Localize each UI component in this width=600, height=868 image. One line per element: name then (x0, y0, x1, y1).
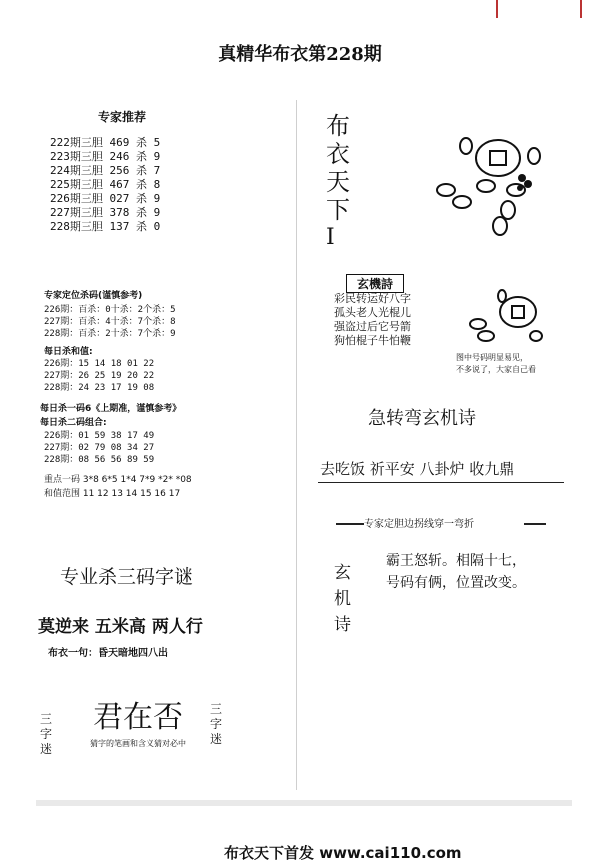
position-row: 226期：百杀：0十杀：2个杀：5 (44, 305, 176, 315)
one-code-line: 每日杀一码6《上期准，谨慎参考》 (40, 404, 182, 414)
buyi-line: 布衣一句：昏天暗地四八出 (48, 648, 168, 659)
expert-row: 224期三胆 256 杀 7 (50, 164, 161, 177)
xuanji-box: 玄機詩 (346, 274, 404, 293)
position-heading: 专家定位杀码(谨慎参考) (44, 291, 143, 301)
riddle-right-tag: 三字迷 (210, 702, 223, 746)
roman-one: I (326, 225, 335, 250)
turn-underline (318, 482, 564, 483)
riddle-center: 君在否 (93, 700, 183, 735)
poem2-line: 霸王怒斩。相隔十七， (386, 553, 526, 569)
hezhi-row: 228期：24 23 17 19 08 (44, 383, 155, 393)
coin-chain-illustration (426, 128, 556, 238)
hezhi-range: 和值范围 11 12 13 14 15 16 17 (44, 489, 181, 499)
two-code-row: 228期：08 56 56 89 59 (44, 455, 155, 465)
figure-note (456, 352, 536, 376)
expert-row: 223期三胆 246 杀 9 (50, 150, 161, 163)
buyi-vertical-text: 布衣天下 (326, 112, 350, 224)
expert-line-dash-left (336, 523, 364, 525)
hezhi-heading: 每日杀和值: (44, 347, 93, 357)
two-code-row: 227期：02 79 08 34 27 (44, 443, 155, 453)
poem-line: 狗怕棍子牛怕鞭 (334, 334, 411, 347)
footer: 布衣天下首发 www.cai110.com (224, 844, 462, 862)
hezhi-row: 226期：15 14 18 01 22 (44, 359, 155, 369)
turn-title: 急转弯玄机诗 (368, 408, 476, 429)
turn-line: 去吃饭 祈平安 八卦炉 收九鼎 (320, 460, 515, 478)
corner-mark (496, 0, 498, 18)
riddle-hint: 猜字的笔画和含义猜对必中 (90, 739, 186, 748)
position-row: 228期：百杀：2十杀：7个杀：9 (44, 329, 176, 339)
riddle-left-tag: 三字迷 (40, 712, 53, 756)
position-row: 227期：百杀：4十杀：7个杀：8 (44, 317, 176, 327)
xuanji-poem (334, 292, 411, 348)
corner-mark (580, 0, 582, 18)
expert-heading: 专家推荐 (98, 110, 147, 124)
expert-line-dash-right (524, 523, 546, 525)
note-line: 不多说了，大家自己看 (456, 365, 536, 374)
expert-list (50, 136, 160, 234)
poem-line: 孤头老人光棍儿 (334, 306, 411, 319)
expert-row: 222期三胆 469 杀 5 (50, 136, 161, 149)
expert-row: 228期三胆 137 杀 0 (50, 220, 161, 233)
two-code-heading: 每日杀二码组合: (40, 418, 107, 428)
position-list (44, 304, 176, 340)
key-points: 重点一码 3*8 6*5 1*4 7*9 *2* *08 (44, 475, 192, 485)
small-coin-illustration (460, 284, 560, 348)
poem2 (386, 550, 526, 594)
page-title: 真精华布衣第228期 (218, 44, 382, 65)
two-code-row: 226期：01 59 38 17 49 (44, 431, 155, 441)
riddle-heading: 专业杀三码字谜 (60, 566, 194, 588)
column-divider (296, 100, 297, 790)
poem2-line: 号码有俩，位置改变。 (386, 575, 526, 591)
expert-line: 专家定胆边拐线穿一弯折 (364, 519, 474, 530)
expert-row: 227期三胆 378 杀 9 (50, 206, 161, 219)
poem-line: 强盗过后它号箭 (334, 320, 411, 333)
two-code-list (44, 430, 154, 466)
poem-line: 彩民转运好八字 (334, 292, 411, 305)
expert-row: 225期三胆 467 杀 8 (50, 178, 161, 191)
hezhi-list (44, 358, 154, 394)
buyi-vertical (326, 112, 352, 252)
hezhi-row: 227期：26 25 19 20 22 (44, 371, 155, 381)
bottom-shadow (36, 800, 572, 806)
riddle-line: 莫逆来 五米高 两人行 (38, 617, 203, 637)
note-line: 图中号码明显易见， (456, 353, 528, 362)
expert-row: 226期三胆 027 杀 9 (50, 192, 161, 205)
xuanji-vertical: 玄机诗 (334, 563, 351, 635)
